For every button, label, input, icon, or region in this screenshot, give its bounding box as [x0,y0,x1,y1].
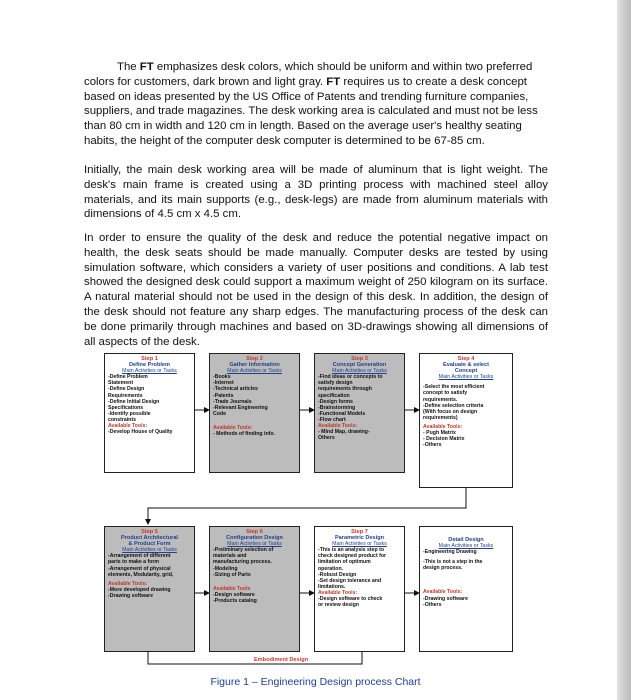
embodiment-design-label: Embodiment Design [253,657,309,663]
detail-design-box: Detail Design Main Activities or Tasks -Engineering Drawing -This is not a step in the design process. Available Tools: -Drawing software -Others [419,526,513,652]
step-4-box: Step 4 Evaluate & select Concept Main Activities or Tasks -Select the most efficient concept to satisfy requirements. -Define selection criteria (With focus on design requirements) Available Tools: - Pugh Matrix - Decision Matrix -Others [419,353,513,488]
step-6-box: Step 6 Configuration Design Main Activities or Tasks -Preliminary selection of materials and manufacturing process. -Modeling -Sizing of Parts Available Tools -Design software -Products catalog [209,526,300,652]
step-2-box: Step 2 Gather Information Main Activities or Tasks -Books -Internet -Technical articles -Patents -Trade Journals -Relevant Engineering Code Available Tools: - Methods of finding info. [209,353,300,473]
ft-abbrev: FT [139,61,154,73]
design-process-chart [94,348,544,678]
page-edge-shadow [617,0,631,700]
connector-row [148,488,466,524]
paragraph-2: Initially, the main desk working area will be made of aluminum that is light weight. The desk's main frame is created using a 3D printing process with machined steel alloy materials, and its main supports (e.g., desk-legs) are made from aluminum materials with dimensions of 4.5 cm x 4.5 cm. [84,164,548,221]
paragraph-3: In order to ensure the quality of the desk and reduce the potential negative impact on health, the desk seats should be made manually. Computer desks are tested by using simulation software, which considers a variety of user positions and conditions. A lab test showed the designed desk could support a maximum weight of 250 kilogram on its surface. A natural material should not be used in the design of this desk. In addition, the design of the desk should not feature any sharp edges. The manufacturing process of the desk can be done primarily through machines and based on 3D-drawings showing all dimensions of all aspects of the desk. [84,232,548,348]
step-1-box: Step 1 Define Problem Main Activities or Tasks -Define Problem Statement -Define Design Requirements -Define Initial Design Specifications -Identify possible constraints Available Tools: -Develop House of Quality [104,353,195,473]
step-5-box: Step 5 Product Architectural & Product Form Main Activities or Tasks -Arrangement of different parts to make a form -Arrangement of physical elements, Modularity, grid, Available Tools: -More developed drawing -Drawing software [104,526,195,652]
figure-caption: Figure 1 – Engineering Design process Chart [210,676,421,688]
step-3-box: Step 3 Concept Generation Main Activities or Tasks -Find ideas or concepts to satisfy design requirements through specification -Design forms -Brainstorming -Functional Models -Flow chart Available Tools: - Mind Map, drawing- Others [314,353,405,473]
paragraph-1: The FT emphasizes desk colors, which should be uniform and within two preferred colors for customers, dark brown and light gray. FT requires us to create a desk concept based on ideas presented by the US Office of Patents and trending furniture companies, suppliers, and trade magazines. The desk working area is calculated and must not be less than 80 cm in width and 120 cm in length. Based on the average user's healthy seating habits, the height of the computer desk computer is determined to be 67-85 cm. [84,61,538,147]
step-7-box: Step 7 Parametric Design Main Activities or Tasks -This is an analysis step to check designed product for limitation of optimum operation. -Robust Design -Set design tolerance and limitations. Available Tools: -Design software to check or review design [314,526,405,652]
ft-abbrev: FT [326,75,341,88]
